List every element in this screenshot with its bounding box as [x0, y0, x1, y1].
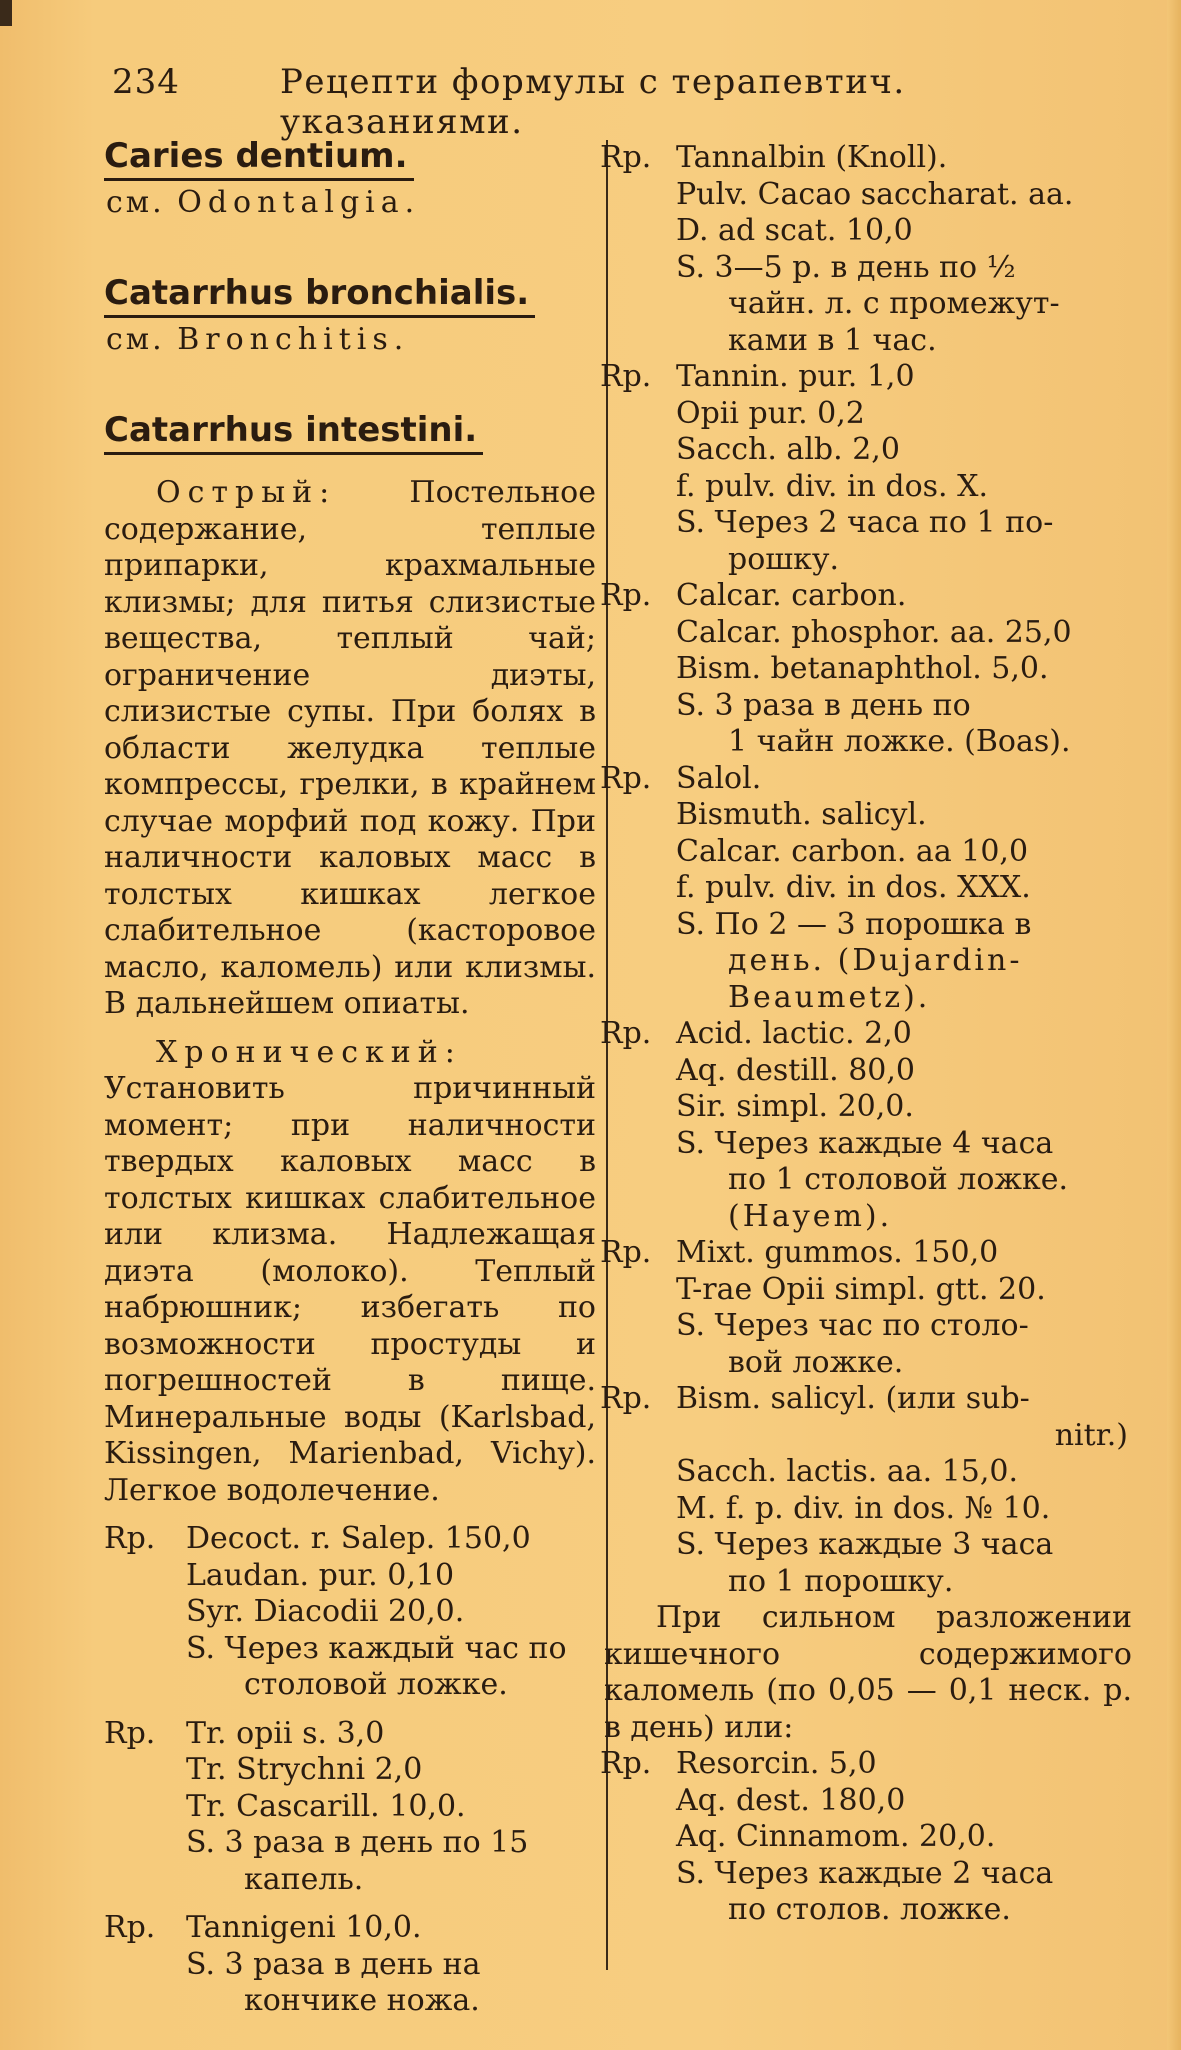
prescription: [600, 140, 1132, 359]
rx-signa: [676, 505, 1132, 578]
rx-body: [676, 1235, 1132, 1381]
rx-ingredient: Tannin. pur. 1,0: [676, 359, 915, 394]
rx-ingredient: Salol.: [676, 760, 762, 796]
rx-ingredient: Aq. Cinnamom. 20,0.: [676, 1819, 996, 1854]
rx-signa-line: S. Через час по столо-: [676, 1308, 1029, 1343]
prescription: [104, 1716, 596, 1899]
rx-label: Rp.: [600, 1381, 652, 1416]
rx-ingredient: [676, 213, 1132, 250]
rx-ingredient: Resorcin. 5,0: [676, 1746, 877, 1781]
rx-ingredient: Bismuth. salicyl.: [676, 797, 927, 832]
rx-body: [676, 359, 1132, 578]
rx-ingredient: M. f. p. div. in dos. № 10.: [676, 1490, 1051, 1526]
rx-signa-line: кончике ножа.: [244, 1983, 480, 2018]
chronic-paragraph: [104, 1035, 596, 1510]
rx-ingredient: Decoct. r. Salep. 150,0: [186, 1521, 531, 1556]
rx-label: Rp.: [104, 1715, 156, 1751]
rx-label: Rp.: [600, 578, 652, 613]
rx-ingredient: Sir. simpl. 20,0.: [676, 1089, 914, 1124]
rx-signa: [676, 688, 1132, 761]
rx-signa-line: по 1 столовой ложке.: [728, 1162, 1069, 1197]
rx-body: [676, 140, 1132, 359]
section-title: Caries dentium.: [104, 134, 414, 181]
rx-ingredient: Tr. opii s. 3,0: [186, 1715, 385, 1751]
prescription: [600, 1016, 1132, 1235]
rx-ingredient: Mixt. gummos. 150,0: [676, 1235, 999, 1270]
rx-signa-line: вой ложке.: [728, 1344, 904, 1380]
rx-ingredient: Calcar. carbon.: [676, 578, 907, 613]
rx-ingredient: f. pulv. div. in dos. X.: [676, 468, 989, 504]
rx-ingredient: Sacch. alb. 2,0: [676, 432, 900, 467]
rx-body: [676, 1746, 1132, 1929]
rx-signa-line: рошку.: [728, 541, 840, 577]
rx-ingredient: T-rae Opii simpl. gtt. 20.: [676, 1271, 1046, 1307]
rx-signa-line: по 1 порошку.: [728, 1563, 954, 1599]
rx-signa: [676, 1308, 1132, 1381]
rx-signa-line: S. Через каждые 4 часа: [676, 1125, 1054, 1161]
section-catarrh-intestinal: [104, 408, 596, 455]
rx-ingredient: Calcar. carbon. aa 10,0: [676, 833, 1029, 869]
rx-ingredient: Acid. lactic. 2,0: [676, 1016, 912, 1051]
rx-signa: [186, 1825, 596, 1898]
rx-ingredient: Tr. Cascarill. 10,0.: [186, 1788, 466, 1824]
prescription: [600, 578, 1132, 761]
rx-label: Rp.: [600, 1016, 652, 1051]
rx-ingredient: Aq. destill. 80,0: [676, 1052, 916, 1088]
rx-ingredient: Syr. Diacodii 20,0.: [186, 1594, 465, 1629]
prescription: [600, 359, 1132, 578]
section-catarrh-bronchial: [104, 271, 596, 362]
prescription: [600, 1746, 1132, 1929]
rx-signa-line: (Hayem).: [728, 1198, 893, 1234]
rx-ingredient: Pulv. Cacao saccharat. aa.: [676, 176, 1074, 212]
acute-paragraph: [104, 475, 596, 1023]
rx-ingredient: Laudan. pur. 0,10: [186, 1557, 455, 1593]
running-title: Рецепти формулы с терапевтич. указаниями.: [280, 62, 906, 142]
rx-signa-line: S. Через 2 часа по 1 по-: [676, 505, 1054, 540]
rx-body: [186, 1716, 596, 1899]
rx-ingredient: f. pulv. div. in dos. XXX.: [676, 870, 1031, 905]
prescription: [600, 1235, 1132, 1381]
rx-body: [186, 1910, 596, 2020]
rx-signa: [676, 1126, 1132, 1236]
rx-signa-line: капель.: [244, 1861, 364, 1897]
ref-name: Odontalgia.: [177, 185, 421, 220]
ref-prefix: см.: [106, 322, 165, 357]
rx-label: Rp.: [600, 140, 652, 175]
cross-reference: [106, 318, 596, 362]
rx-signa-line: S. 3—5 р. в день по ½: [676, 249, 1016, 285]
rx-label: Rp.: [600, 760, 652, 796]
rx-ingredient-dose: 10,0: [845, 213, 913, 248]
chronic-text: Установить причинный момент; при наличности твердых каловых масс в толстых кишках слабительное или клизма. Надлежащая диэта (молоко). Теплый набрюшник; избегать по возможности простуды и погрешностей в пище. Минеральные воды (Karlsbad, Kissingen, Marienbad, Vichy). Легкое водолечение.: [104, 1071, 596, 1508]
section-title: Catarrhus intestini.: [104, 408, 483, 455]
rx-signa-line: по столов. ложке.: [728, 1892, 1011, 1927]
calomel-note: При сильном разложении кишечного содержимого каломель (по 0,05 — 0,1 неск. р. в день) или:: [604, 1600, 1132, 1745]
chronic-label: Хронический:: [156, 1034, 462, 1070]
rx-signa: [676, 1527, 1132, 1600]
rx-signa: [186, 1947, 596, 2020]
rx-body: [676, 761, 1132, 1017]
rx-ingredient: Bism. betanaphthol. 5,0.: [676, 651, 1049, 686]
rx-ingredient: Opii pur. 0,2: [676, 395, 865, 431]
rx-signa-line: день. (Dujardin-: [728, 943, 1023, 978]
rx-signa: [676, 907, 1132, 1017]
rx-ingredient: Aq. dest. 180,0: [676, 1782, 906, 1818]
rx-signa-line: столовой ложке.: [244, 1667, 508, 1702]
acute-text: Постельное содержание, теплые припарки, крахмальные клизмы; для питья слизистые вещества, теплый чай; ограничение диэты, слизистые супы. При болях в области желудка теплые компрессы, грелки, в крайнем случае морфий под кожу. При наличности каловых масс в толстых кишках легкое слабительное (касторовое масло, каломель) или клизмы. В дальнейшем опиаты.: [104, 475, 596, 1021]
rx-signa-line: S. Через каждые 3 часа: [676, 1527, 1054, 1562]
page-number: 234: [112, 62, 180, 102]
ref-name: Bronchitis.: [177, 322, 410, 357]
rx-ingredient: Calcar. phosphor. aa. 25,0: [676, 614, 1072, 650]
rx-label: Rp.: [104, 1521, 156, 1556]
prescription: [600, 1381, 1132, 1600]
right-column: [600, 140, 1132, 1929]
rx-body: [676, 1016, 1132, 1235]
rx-signa-line: S. 3 раза в день на: [186, 1946, 481, 1982]
rx-ingredient: Tr. Strychni 2,0: [186, 1752, 423, 1787]
section-title: Catarrhus bronchialis.: [104, 271, 535, 318]
rx-ingredient: Bism. salicyl. (или sub-: [676, 1381, 1030, 1416]
rx-body: [676, 578, 1132, 761]
acute-label: Острый:: [156, 475, 337, 510]
rx-ingredient: Tannalbin (Knoll).: [676, 140, 948, 175]
rx-label: Rp.: [104, 1910, 156, 1945]
rx-signa-line: чайн. л. с промежут-: [728, 286, 1060, 321]
rx-signa: [186, 1631, 596, 1704]
rx-signa-line: S. 3 раза в день по: [676, 687, 971, 723]
rx-signa: [676, 1856, 1132, 1929]
rx-signa-line: 1 чайн ложке. (Boas).: [728, 724, 1071, 759]
page-edge: [1167, 0, 1181, 2050]
rx-body: [186, 1521, 596, 1704]
rx-signa-line: ками в 1 час.: [728, 322, 937, 358]
rx-signa-line: S. Через каждый час по: [186, 1630, 567, 1666]
rx-ingredient: Sacch. lactis. aa. 15,0.: [676, 1454, 1019, 1489]
prescription: [104, 1910, 596, 2020]
rx-signa-line: Beaumetz).: [728, 979, 931, 1015]
rx-ingredient: Tannigeni 10,0.: [186, 1910, 422, 1945]
prescription: [600, 760, 1132, 1017]
running-header: [100, 62, 1100, 142]
rx-label: Rp.: [600, 359, 652, 394]
cross-reference: [106, 181, 596, 225]
page-corner-mark: [0, 0, 12, 26]
section-caries: [104, 134, 596, 225]
rx-signa-line: S. По 2 — 3 порошка в: [676, 906, 1032, 942]
rx-label: Rp.: [600, 1746, 652, 1781]
ref-prefix: см.: [106, 185, 165, 220]
rx-signa: [676, 250, 1132, 360]
rx-label: Rp.: [600, 1235, 652, 1270]
rx-signa-line: S. 3 раза в день по 15: [186, 1825, 529, 1860]
rx-body: [676, 1381, 1132, 1600]
rx-ingredient: nitr.): [1054, 1417, 1128, 1453]
prescription: [104, 1521, 596, 1704]
rx-signa-line: S. Через каждые 2 часа: [676, 1855, 1054, 1891]
rx-ingredient-name: D. ad scat.: [676, 213, 837, 248]
left-column: [104, 128, 596, 2020]
